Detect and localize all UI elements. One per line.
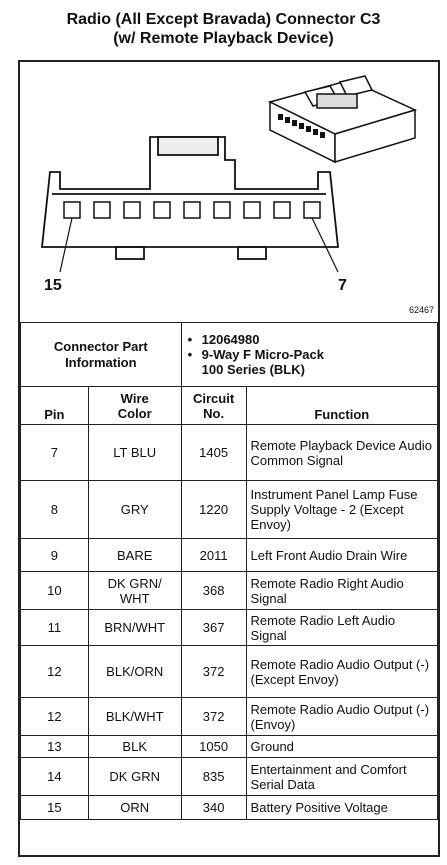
page-title xyxy=(0,10,447,48)
connector-type: • 9-Way F Micro-Pack 100 Series (BLK) xyxy=(188,347,431,377)
circuit-cell: 372 xyxy=(181,698,246,736)
wire-color-cell: BLK/WHT xyxy=(88,698,181,736)
pin-label-7: 7 xyxy=(338,277,347,294)
part-info-row xyxy=(21,323,438,387)
part-number: • 12064980 xyxy=(188,332,431,347)
header-circuit: Circuit No. xyxy=(181,387,246,425)
title-line-2: (w/ Remote Playback Device) xyxy=(113,30,334,47)
function-cell: Ground xyxy=(246,736,437,758)
pin-cell: 15 xyxy=(21,796,89,820)
pin-cell: 10 xyxy=(21,572,89,610)
circuit-cell: 340 xyxy=(181,796,246,820)
circuit-cell: 368 xyxy=(181,572,246,610)
table-row xyxy=(21,539,438,572)
circuit-cell: 835 xyxy=(181,758,246,796)
wire-color-cell: BRN/WHT xyxy=(88,610,181,646)
pin-cell: 13 xyxy=(21,736,89,758)
table-row xyxy=(21,572,438,610)
pin-leader-lines xyxy=(60,218,338,272)
function-cell: Left Front Audio Drain Wire xyxy=(246,539,437,572)
pin-cell: 14 xyxy=(21,758,89,796)
connector-table-frame xyxy=(18,60,440,857)
connector-3d-view xyxy=(270,76,415,162)
wire-color-cell: BLK/ORN xyxy=(88,646,181,698)
pin-cell: 11 xyxy=(21,610,89,646)
function-cell: Instrument Panel Lamp Fuse Supply Voltage - 2 (Except Envoy) xyxy=(246,481,437,539)
function-cell: Remote Radio Audio Output (-) (Except Envoy) xyxy=(246,646,437,698)
wire-color-cell: BLK xyxy=(88,736,181,758)
header-wire-color: Wire Color xyxy=(88,387,181,425)
circuit-cell: 2011 xyxy=(181,539,246,572)
wire-color-cell: ORN xyxy=(88,796,181,820)
pinout-rows xyxy=(21,425,438,820)
table-row xyxy=(21,481,438,539)
connector-cavities xyxy=(64,202,320,218)
table-row xyxy=(21,698,438,736)
table-row xyxy=(21,736,438,758)
function-cell: Remote Radio Audio Output (-) (Envoy) xyxy=(246,698,437,736)
circuit-cell: 372 xyxy=(181,646,246,698)
wire-color-cell: LT BLU xyxy=(88,425,181,481)
pin-cell: 7 xyxy=(21,425,89,481)
table-row xyxy=(21,796,438,820)
connector-drawing xyxy=(20,62,438,322)
table-row xyxy=(21,646,438,698)
wire-color-cell: BARE xyxy=(88,539,181,572)
header-function: Function xyxy=(246,387,437,425)
part-info-label: Connector Part Information xyxy=(21,323,182,387)
pin-cell: 12 xyxy=(21,646,89,698)
table-row xyxy=(21,610,438,646)
table-row xyxy=(21,758,438,796)
figure-number: 62467 xyxy=(408,305,434,315)
header-pin: Pin xyxy=(21,387,89,425)
pin-cell: 8 xyxy=(21,481,89,539)
table-row xyxy=(21,425,438,481)
function-cell: Entertainment and Comfort Serial Data xyxy=(246,758,437,796)
connector-diagram xyxy=(20,62,438,322)
pin-cell: 12 xyxy=(21,698,89,736)
wire-color-cell: DK GRN xyxy=(88,758,181,796)
circuit-cell: 1405 xyxy=(181,425,246,481)
pinout-table xyxy=(20,322,438,820)
pin-cell: 9 xyxy=(21,539,89,572)
header-row xyxy=(21,387,438,425)
wire-color-cell: DK GRN/ WHT xyxy=(88,572,181,610)
wire-color-cell: GRY xyxy=(88,481,181,539)
title-line-1: Radio (All Except Bravada) Connector C3 xyxy=(66,11,381,28)
function-cell: Battery Positive Voltage xyxy=(246,796,437,820)
part-info-values xyxy=(181,323,437,387)
circuit-cell: 1220 xyxy=(181,481,246,539)
function-cell: Remote Radio Right Audio Signal xyxy=(246,572,437,610)
function-cell: Remote Playback Device Audio Common Signal xyxy=(246,425,437,481)
connector-front-view xyxy=(42,137,338,259)
circuit-cell: 367 xyxy=(181,610,246,646)
function-cell: Remote Radio Left Audio Signal xyxy=(246,610,437,646)
circuit-cell: 1050 xyxy=(181,736,246,758)
pin-label-15: 15 xyxy=(44,277,62,294)
